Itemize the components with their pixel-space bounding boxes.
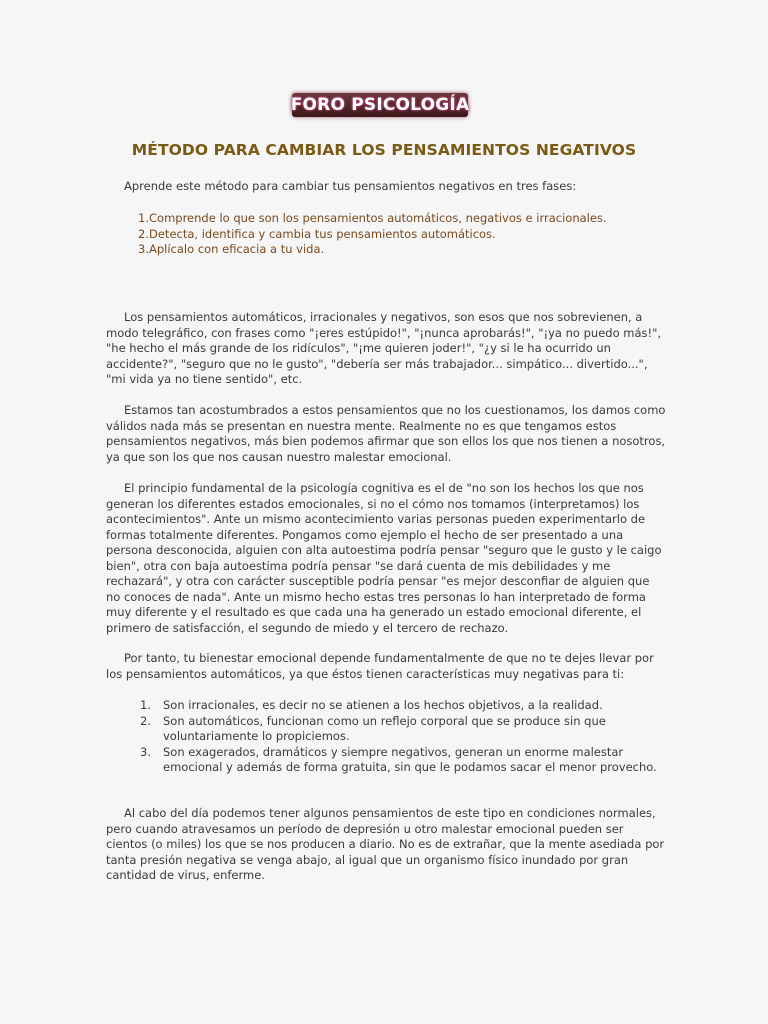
phase-number: 3.: [138, 242, 149, 256]
page-title: MÉTODO PARA CAMBIAR LOS PENSAMIENTOS NEGATIVOS: [131, 141, 637, 159]
characteristic-text: Son exagerados, dramáticos y siempre negativos, generan un enorme malestar emocional y además de forma gratuita, sin que le podamos sacar el menor provecho.: [163, 744, 657, 774]
characteristic-item: [140, 714, 670, 745]
characteristic-text: Son automáticos, funcionan como un reflejo corporal que se produce sin que voluntariamente lo propiciemos.: [163, 713, 606, 743]
characteristic-number: 3.: [140, 744, 151, 759]
phase-text: Detecta, identifica y cambia tus pensamientos automáticos.: [149, 226, 496, 241]
phase-number: 2.: [138, 226, 149, 241]
phase-item: [138, 242, 607, 258]
characteristics-list: [140, 698, 670, 776]
characteristic-number: 1.: [140, 698, 151, 712]
phase-item: [138, 211, 607, 227]
characteristic-item: [140, 698, 670, 714]
intro-text: Aprende este método para cambiar tus pensamientos negativos en tres fases:: [124, 179, 577, 193]
paragraph-cognitive-principle: El principio fundamental de la psicología cognitiva es el de "no son los hechos los que nos generan los diferentes estados emocionales, si no el cómo nos tomamos (interpretamos) los acontecimientos". Ante un mismo acontecimiento varias personas pueden experimentarlo de formas totalmente diferentes. Pongamos como ejemplo el hecho de ser presentado a una persona desconocida, alguien con alta autoestima podría pensar "seguro que le gusto y le caigo bien", otra con baja autoestima podría pensar "se dará cuenta de mis debilidades y me rechazará", y otra con carácter susceptible podría pensar "es mejor desconfiar de alguien que no conoces de nada". Ante un mismo hecho estas tres personas lo han interpretado de forma muy diferente y el resultado es que cada una ha generado un estado emocional diferente, el primero de satisfacción, el segundo de miedo y el tercero de rechazo.: [106, 481, 662, 635]
phase-text: Comprende lo que son los pensamientos automáticos, negativos e irracionales.: [149, 211, 607, 225]
characteristic-item: [140, 745, 670, 776]
paragraph-accustomed: Estamos tan acostumbrados a estos pensamientos que no los cuestionamos, los damos como válidos nada más se presentan en nuestra mente. Realmente no es que tengamos estos pensamientos negativos, más bien podemos afirmar que son ellos los que nos tienen a nosotros, ya que son los que nos causan nuestro malestar emocional.: [106, 403, 666, 464]
characteristic-number: 2.: [140, 713, 151, 728]
phases-list: [138, 211, 607, 258]
phase-item: [138, 227, 607, 243]
characteristic-text: Son irracionales, es decir no se atienen a los hechos objetivos, a la realidad.: [163, 698, 603, 712]
site-logo: FORO PSICOLOGÍA: [290, 95, 470, 115]
paragraph-emotional-wellbeing: Por tanto, tu bienestar emocional depende fundamentalmente de que no te dejes llevar por los pensamientos automáticos, ya que éstos tienen características muy negativas para ti:: [106, 651, 654, 681]
phase-text: Aplícalo con eficacia a tu vida.: [149, 242, 325, 256]
paragraph-closing: Al cabo del día podemos tener algunos pensamientos de este tipo en condiciones normales, pero cuando atravesamos un período de depresión u otro malestar emocional pueden ser cientos (o miles) los que se nos producen a diario. No es de extrañar, que la mente asediada por tanta presión negativa se venga abajo, al igual que un organismo físico inundado por gran cantidad de virus, enferme.: [106, 806, 665, 882]
phase-number: 1.: [138, 211, 149, 225]
paragraph-automatic-thoughts: Los pensamientos automáticos, irracionales y negativos, son esos que nos sobrevienen, a modo telegráfico, con frases como "¡eres estúpido!", "¡nunca aprobarás!", "¡ya no puedo más!", "he hecho el más grande de los ridículos", "¡me quieren joder!", "¿y si le ha ocurrido un accidente?", "seguro que no le gusto", "debería ser más trabajador... simpático... divertido...", "mi vida ya no tiene sentido", etc.: [106, 310, 662, 386]
